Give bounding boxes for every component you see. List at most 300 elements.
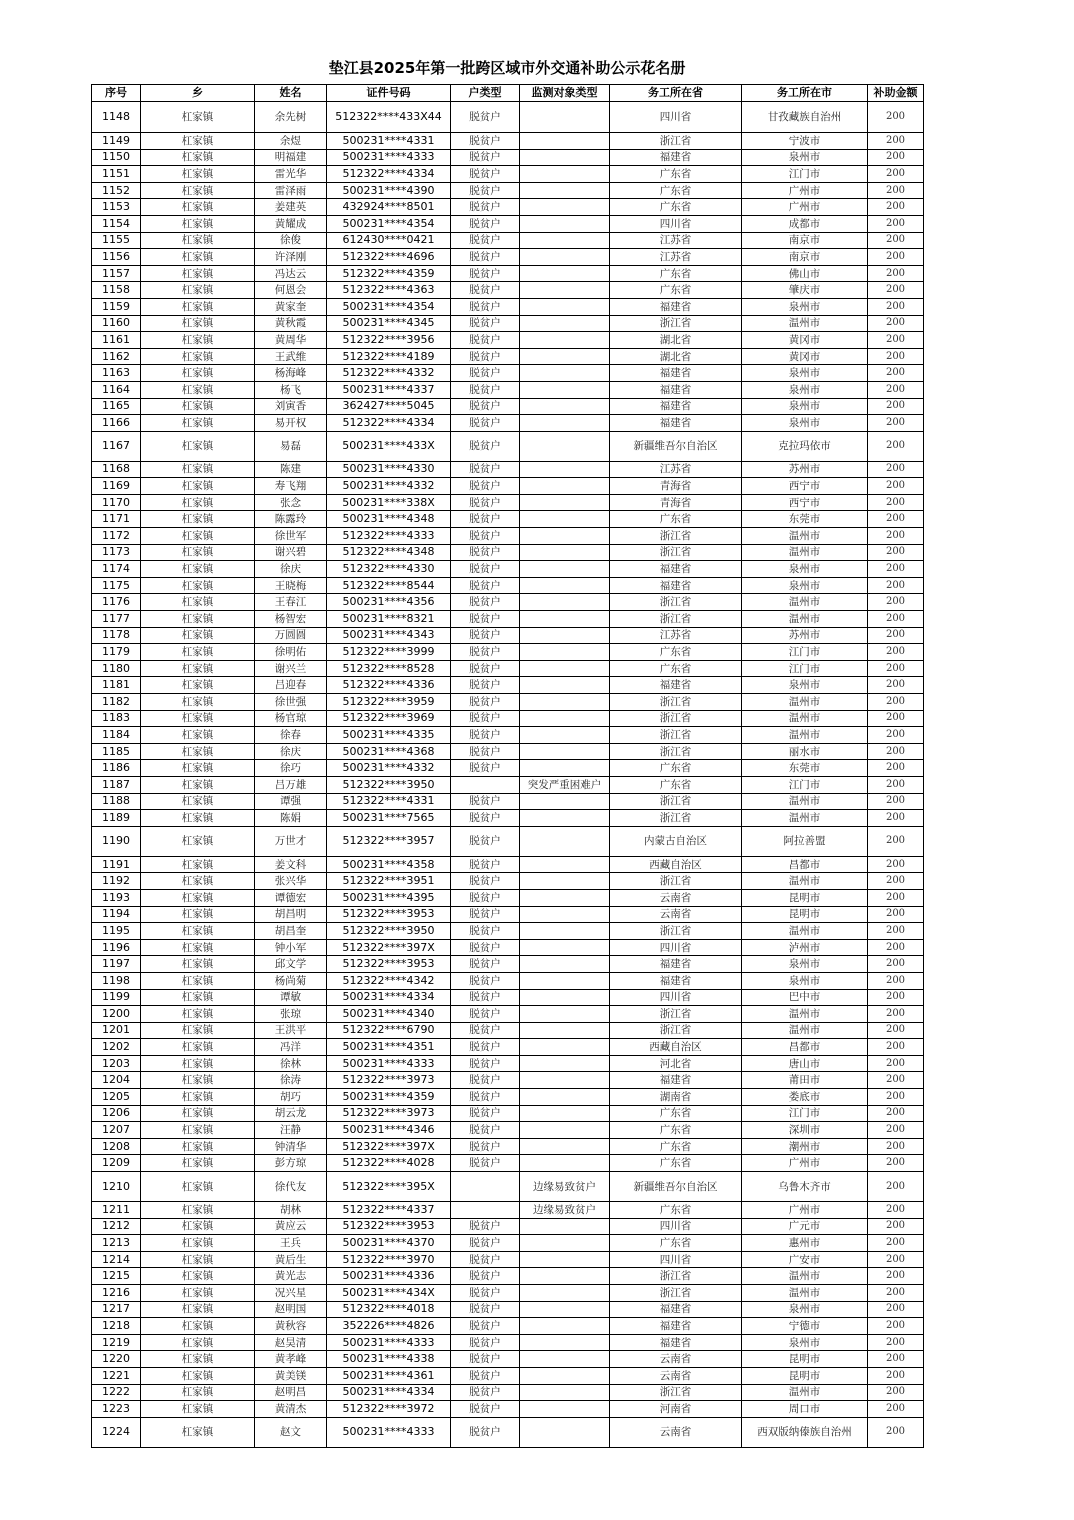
name-cell: 黄耀成: [255, 215, 327, 232]
township-cell: 杠家镇: [141, 810, 255, 827]
serial-cell: 1182: [92, 694, 141, 711]
table-row: [92, 1006, 924, 1023]
name-cell: 黄美镁: [255, 1367, 327, 1384]
work-province-cell: 福建省: [610, 149, 742, 166]
household-type-cell: 脱贫户: [451, 182, 520, 199]
township-cell: 杠家镇: [141, 1334, 255, 1351]
monitor-type-cell: [520, 1089, 610, 1106]
work-province-cell: 浙江省: [610, 611, 742, 628]
subsidy-amount-cell: 200: [868, 478, 924, 495]
subsidy-amount-cell: 200: [868, 939, 924, 956]
monitor-type-cell: [520, 431, 610, 461]
monitor-type-cell: [520, 1235, 610, 1252]
township-cell: 杠家镇: [141, 793, 255, 810]
monitor-type-cell: [520, 694, 610, 711]
household-type-cell: 脱贫户: [451, 677, 520, 694]
work-province-cell: 四川省: [610, 989, 742, 1006]
work-city-cell: 江门市: [742, 660, 868, 677]
table-row: [92, 743, 924, 760]
household-type-cell: 脱贫户: [451, 1268, 520, 1285]
table-row: [92, 906, 924, 923]
township-cell: 杠家镇: [141, 365, 255, 382]
township-cell: 杠家镇: [141, 431, 255, 461]
table-row: [92, 1285, 924, 1302]
subsidy-amount-cell: 200: [868, 365, 924, 382]
monitor-type-cell: [520, 1401, 610, 1418]
work-province-cell: 江苏省: [610, 627, 742, 644]
serial-cell: 1150: [92, 149, 141, 166]
name-cell: 黄清杰: [255, 1401, 327, 1418]
id-number-cell: 512322****4334: [327, 166, 451, 183]
serial-cell: 1148: [92, 102, 141, 133]
monitor-type-cell: [520, 1384, 610, 1401]
work-city-cell: 温州市: [742, 1285, 868, 1302]
work-city-cell: 温州市: [742, 1268, 868, 1285]
monitor-type-cell: [520, 199, 610, 216]
household-type-cell: 脱贫户: [451, 298, 520, 315]
household-type-cell: 脱贫户: [451, 215, 520, 232]
table-row: [92, 577, 924, 594]
monitor-type-cell: [520, 102, 610, 133]
id-number-cell: 500231****4340: [327, 1006, 451, 1023]
work-city-cell: 温州市: [742, 694, 868, 711]
township-cell: 杠家镇: [141, 1285, 255, 1302]
table-row: [92, 1138, 924, 1155]
monitor-type-cell: [520, 677, 610, 694]
monitor-type-cell: [520, 282, 610, 299]
table-row: [92, 1122, 924, 1139]
work-city-cell: 广州市: [742, 1202, 868, 1219]
monitor-type-cell: [520, 166, 610, 183]
id-number-cell: 500231****4330: [327, 461, 451, 478]
subsidy-amount-cell: 200: [868, 1089, 924, 1106]
monitor-type-cell: [520, 215, 610, 232]
household-type-cell: 脱贫户: [451, 760, 520, 777]
id-number-cell: 512322****4189: [327, 348, 451, 365]
id-number-cell: 500231****4354: [327, 298, 451, 315]
id-number-cell: 512322****8544: [327, 577, 451, 594]
serial-cell: 1206: [92, 1105, 141, 1122]
township-cell: 杠家镇: [141, 594, 255, 611]
work-city-cell: 昌都市: [742, 1039, 868, 1056]
monitor-type-cell: [520, 1022, 610, 1039]
name-cell: 胡巧: [255, 1089, 327, 1106]
name-cell: 徐巧: [255, 760, 327, 777]
household-type-cell: [451, 1202, 520, 1219]
township-cell: 杠家镇: [141, 478, 255, 495]
table-row: [92, 939, 924, 956]
table-row: [92, 710, 924, 727]
work-province-cell: 江苏省: [610, 461, 742, 478]
township-cell: 杠家镇: [141, 743, 255, 760]
id-number-cell: 500231****4390: [327, 182, 451, 199]
monitor-type-cell: [520, 544, 610, 561]
household-type-cell: 脱贫户: [451, 1072, 520, 1089]
work-province-cell: 福建省: [610, 381, 742, 398]
monitor-type-cell: [520, 594, 610, 611]
subsidy-amount-cell: 200: [868, 1384, 924, 1401]
subsidy-amount-cell: 200: [868, 776, 924, 793]
serial-cell: 1199: [92, 989, 141, 1006]
table-row: [92, 1172, 924, 1202]
subsidy-amount-cell: 200: [868, 710, 924, 727]
name-cell: 姜建英: [255, 199, 327, 216]
id-number-cell: 512322****4333: [327, 528, 451, 545]
household-type-cell: [451, 776, 520, 793]
subsidy-amount-cell: 200: [868, 461, 924, 478]
serial-cell: 1207: [92, 1122, 141, 1139]
township-cell: 杠家镇: [141, 1138, 255, 1155]
id-number-cell: 512322****3953: [327, 1218, 451, 1235]
serial-cell: 1186: [92, 760, 141, 777]
township-cell: 杠家镇: [141, 677, 255, 694]
work-city-cell: 西宁市: [742, 494, 868, 511]
serial-cell: 1168: [92, 461, 141, 478]
table-row: [92, 594, 924, 611]
table-row: [92, 528, 924, 545]
monitor-type-cell: [520, 1301, 610, 1318]
household-type-cell: 脱贫户: [451, 889, 520, 906]
name-cell: 王春江: [255, 594, 327, 611]
township-cell: 杠家镇: [141, 1367, 255, 1384]
monitor-type-cell: [520, 348, 610, 365]
table-row: [92, 415, 924, 432]
id-number-cell: 512322****3959: [327, 694, 451, 711]
township-cell: 杠家镇: [141, 348, 255, 365]
work-city-cell: 甘孜藏族自治州: [742, 102, 868, 133]
township-cell: 杠家镇: [141, 727, 255, 744]
subsidy-amount-cell: 200: [868, 826, 924, 856]
monitor-type-cell: [520, 1367, 610, 1384]
monitor-type-cell: [520, 972, 610, 989]
township-cell: 杠家镇: [141, 873, 255, 890]
table-body: [92, 102, 924, 1448]
serial-cell: 1195: [92, 923, 141, 940]
id-number-cell: 500231****4334: [327, 1384, 451, 1401]
id-number-cell: 512322****8528: [327, 660, 451, 677]
serial-cell: 1212: [92, 1218, 141, 1235]
household-type-cell: 脱贫户: [451, 743, 520, 760]
household-type-cell: 脱贫户: [451, 1022, 520, 1039]
table-row: [92, 282, 924, 299]
monitor-type-cell: [520, 644, 610, 661]
township-cell: 杠家镇: [141, 1105, 255, 1122]
id-number-cell: 500231****4361: [327, 1367, 451, 1384]
township-cell: 杠家镇: [141, 923, 255, 940]
table-row: [92, 1318, 924, 1335]
township-cell: 杠家镇: [141, 660, 255, 677]
monitor-type-cell: [520, 889, 610, 906]
subsidy-amount-cell: 200: [868, 1251, 924, 1268]
work-city-cell: 江门市: [742, 166, 868, 183]
work-province-cell: 广东省: [610, 776, 742, 793]
township-cell: 杠家镇: [141, 182, 255, 199]
household-type-cell: 脱贫户: [451, 1334, 520, 1351]
serial-cell: 1187: [92, 776, 141, 793]
monitor-type-cell: [520, 1334, 610, 1351]
header-serial: 序号: [92, 85, 141, 102]
id-number-cell: 500231****4337: [327, 381, 451, 398]
id-number-cell: 432924****8501: [327, 199, 451, 216]
household-type-cell: 脱贫户: [451, 381, 520, 398]
name-cell: 黄孝峰: [255, 1351, 327, 1368]
id-number-cell: 512322****4330: [327, 561, 451, 578]
work-city-cell: 泉州市: [742, 956, 868, 973]
household-type-cell: 脱贫户: [451, 1285, 520, 1302]
work-province-cell: 福建省: [610, 972, 742, 989]
household-type-cell: 脱贫户: [451, 727, 520, 744]
work-province-cell: 广东省: [610, 1155, 742, 1172]
work-city-cell: 阿拉善盟: [742, 826, 868, 856]
work-city-cell: 温州市: [742, 710, 868, 727]
subsidy-amount-cell: 200: [868, 627, 924, 644]
work-province-cell: 福建省: [610, 365, 742, 382]
township-cell: 杠家镇: [141, 1218, 255, 1235]
monitor-type-cell: [520, 956, 610, 973]
household-type-cell: 脱贫户: [451, 1235, 520, 1252]
work-city-cell: 广元市: [742, 1218, 868, 1235]
household-type-cell: 脱贫户: [451, 1301, 520, 1318]
household-type-cell: 脱贫户: [451, 544, 520, 561]
work-city-cell: 泉州市: [742, 577, 868, 594]
table-row: [92, 694, 924, 711]
name-cell: 邱文学: [255, 956, 327, 973]
work-city-cell: 东莞市: [742, 511, 868, 528]
work-city-cell: 广州市: [742, 1155, 868, 1172]
name-cell: 胡昌明: [255, 906, 327, 923]
work-city-cell: 江门市: [742, 776, 868, 793]
work-province-cell: 浙江省: [610, 694, 742, 711]
monitor-type-cell: [520, 133, 610, 150]
household-type-cell: 脱贫户: [451, 939, 520, 956]
household-type-cell: 脱贫户: [451, 1039, 520, 1056]
subsidy-amount-cell: 200: [868, 594, 924, 611]
household-type-cell: 脱贫户: [451, 365, 520, 382]
name-cell: 谭敏: [255, 989, 327, 1006]
work-city-cell: 昆明市: [742, 1351, 868, 1368]
monitor-type-cell: [520, 561, 610, 578]
township-cell: 杠家镇: [141, 332, 255, 349]
serial-cell: 1189: [92, 810, 141, 827]
id-number-cell: 512322****3956: [327, 332, 451, 349]
monitor-type-cell: [520, 939, 610, 956]
subsidy-amount-cell: 200: [868, 431, 924, 461]
id-number-cell: 512322****4342: [327, 972, 451, 989]
work-province-cell: 四川省: [610, 1251, 742, 1268]
name-cell: 徐世军: [255, 528, 327, 545]
serial-cell: 1196: [92, 939, 141, 956]
township-cell: 杠家镇: [141, 577, 255, 594]
name-cell: 何恩会: [255, 282, 327, 299]
subsidy-amount-cell: 200: [868, 398, 924, 415]
subsidy-amount-cell: 200: [868, 415, 924, 432]
township-cell: 杠家镇: [141, 265, 255, 282]
id-number-cell: 512322****4348: [327, 544, 451, 561]
monitor-type-cell: [520, 577, 610, 594]
household-type-cell: 脱贫户: [451, 956, 520, 973]
table-row: [92, 348, 924, 365]
work-city-cell: 温州市: [742, 1384, 868, 1401]
table-row: [92, 398, 924, 415]
township-cell: 杠家镇: [141, 1268, 255, 1285]
monitor-type-cell: [520, 494, 610, 511]
subsidy-amount-cell: 200: [868, 923, 924, 940]
serial-cell: 1159: [92, 298, 141, 315]
household-type-cell: 脱贫户: [451, 1351, 520, 1368]
name-cell: 杨飞: [255, 381, 327, 398]
name-cell: 刘寅香: [255, 398, 327, 415]
id-number-cell: 512322****4336: [327, 677, 451, 694]
household-type-cell: 脱贫户: [451, 627, 520, 644]
work-province-cell: 云南省: [610, 906, 742, 923]
household-type-cell: 脱贫户: [451, 415, 520, 432]
name-cell: 吕万雄: [255, 776, 327, 793]
serial-cell: 1151: [92, 166, 141, 183]
monitor-type-cell: [520, 660, 610, 677]
table-row: [92, 544, 924, 561]
name-cell: 谢兴碧: [255, 544, 327, 561]
table-row: [92, 1268, 924, 1285]
monitor-type-cell: [520, 1268, 610, 1285]
household-type-cell: 脱贫户: [451, 199, 520, 216]
subsidy-amount-cell: 200: [868, 793, 924, 810]
household-type-cell: 脱贫户: [451, 644, 520, 661]
household-type-cell: 脱贫户: [451, 594, 520, 611]
work-province-cell: 浙江省: [610, 1006, 742, 1023]
id-number-cell: 500231****4356: [327, 594, 451, 611]
work-city-cell: 泉州市: [742, 381, 868, 398]
table-row: [92, 660, 924, 677]
table-row: [92, 793, 924, 810]
subsidy-amount-cell: 200: [868, 1318, 924, 1335]
subsidy-amount-cell: 200: [868, 1122, 924, 1139]
work-province-cell: 广东省: [610, 166, 742, 183]
id-number-cell: 500231****4351: [327, 1039, 451, 1056]
serial-cell: 1166: [92, 415, 141, 432]
serial-cell: 1202: [92, 1039, 141, 1056]
monitor-type-cell: [520, 1417, 610, 1447]
subsidy-amount-cell: 200: [868, 199, 924, 216]
work-province-cell: 青海省: [610, 478, 742, 495]
work-city-cell: 昆明市: [742, 889, 868, 906]
subsidy-amount-cell: 200: [868, 511, 924, 528]
subsidy-amount-cell: 200: [868, 215, 924, 232]
table-row: [92, 611, 924, 628]
id-number-cell: 500231****4333: [327, 1417, 451, 1447]
work-province-cell: 福建省: [610, 577, 742, 594]
township-cell: 杠家镇: [141, 1351, 255, 1368]
serial-cell: 1173: [92, 544, 141, 561]
table-row: [92, 810, 924, 827]
work-province-cell: 西藏自治区: [610, 1039, 742, 1056]
monitor-type-cell: [520, 727, 610, 744]
name-cell: 明福建: [255, 149, 327, 166]
serial-cell: 1176: [92, 594, 141, 611]
work-province-cell: 浙江省: [610, 544, 742, 561]
id-number-cell: 500231****4338: [327, 1351, 451, 1368]
work-city-cell: 昌都市: [742, 856, 868, 873]
id-number-cell: 500231****4333: [327, 1334, 451, 1351]
table-row: [92, 365, 924, 382]
work-province-cell: 广东省: [610, 265, 742, 282]
serial-cell: 1184: [92, 727, 141, 744]
serial-cell: 1179: [92, 644, 141, 661]
monitor-type-cell: [520, 182, 610, 199]
table-row: [92, 760, 924, 777]
serial-cell: 1163: [92, 365, 141, 382]
subsidy-amount-cell: 200: [868, 611, 924, 628]
serial-cell: 1215: [92, 1268, 141, 1285]
name-cell: 胡昌奎: [255, 923, 327, 940]
subsidy-amount-cell: 200: [868, 1202, 924, 1219]
household-type-cell: 脱贫户: [451, 528, 520, 545]
subsidy-amount-cell: 200: [868, 1351, 924, 1368]
monitor-type-cell: [520, 906, 610, 923]
table-row: [92, 232, 924, 249]
township-cell: 杠家镇: [141, 1022, 255, 1039]
id-number-cell: 512322****3973: [327, 1072, 451, 1089]
work-province-cell: 福建省: [610, 1072, 742, 1089]
name-cell: 徐庆: [255, 743, 327, 760]
id-number-cell: 512322****6790: [327, 1022, 451, 1039]
township-cell: 杠家镇: [141, 102, 255, 133]
id-number-cell: 500231****4336: [327, 1268, 451, 1285]
subsidy-amount-cell: 200: [868, 577, 924, 594]
township-cell: 杠家镇: [141, 1122, 255, 1139]
id-number-cell: 500231****4334: [327, 989, 451, 1006]
work-city-cell: 南京市: [742, 249, 868, 266]
name-cell: 冯达云: [255, 265, 327, 282]
monitor-type-cell: [520, 873, 610, 890]
township-cell: 杠家镇: [141, 232, 255, 249]
work-province-cell: 浙江省: [610, 1268, 742, 1285]
work-province-cell: 广东省: [610, 644, 742, 661]
work-city-cell: 泉州市: [742, 677, 868, 694]
table-row: [92, 461, 924, 478]
name-cell: 徐明佑: [255, 644, 327, 661]
serial-cell: 1172: [92, 528, 141, 545]
work-city-cell: 莆田市: [742, 1072, 868, 1089]
township-cell: 杠家镇: [141, 1089, 255, 1106]
township-cell: 杠家镇: [141, 315, 255, 332]
serial-cell: 1154: [92, 215, 141, 232]
monitor-type-cell: 突发严重困难户: [520, 776, 610, 793]
work-city-cell: 黄冈市: [742, 332, 868, 349]
work-province-cell: 福建省: [610, 1318, 742, 1335]
serial-cell: 1152: [92, 182, 141, 199]
subsidy-amount-cell: 200: [868, 249, 924, 266]
header-household-type: 户类型: [451, 85, 520, 102]
serial-cell: 1171: [92, 511, 141, 528]
table-row: [92, 199, 924, 216]
subsidy-amount-cell: 200: [868, 644, 924, 661]
township-cell: 杠家镇: [141, 511, 255, 528]
township-cell: 杠家镇: [141, 776, 255, 793]
work-city-cell: 温州市: [742, 315, 868, 332]
monitor-type-cell: [520, 1138, 610, 1155]
township-cell: 杠家镇: [141, 760, 255, 777]
subsidy-amount-cell: 200: [868, 1401, 924, 1418]
household-type-cell: 脱贫户: [451, 102, 520, 133]
household-type-cell: 脱贫户: [451, 561, 520, 578]
work-province-cell: 浙江省: [610, 594, 742, 611]
work-city-cell: 佛山市: [742, 265, 868, 282]
work-city-cell: 广州市: [742, 199, 868, 216]
monitor-type-cell: [520, 511, 610, 528]
table-row: [92, 315, 924, 332]
work-province-cell: 广东省: [610, 1202, 742, 1219]
name-cell: 黄应云: [255, 1218, 327, 1235]
